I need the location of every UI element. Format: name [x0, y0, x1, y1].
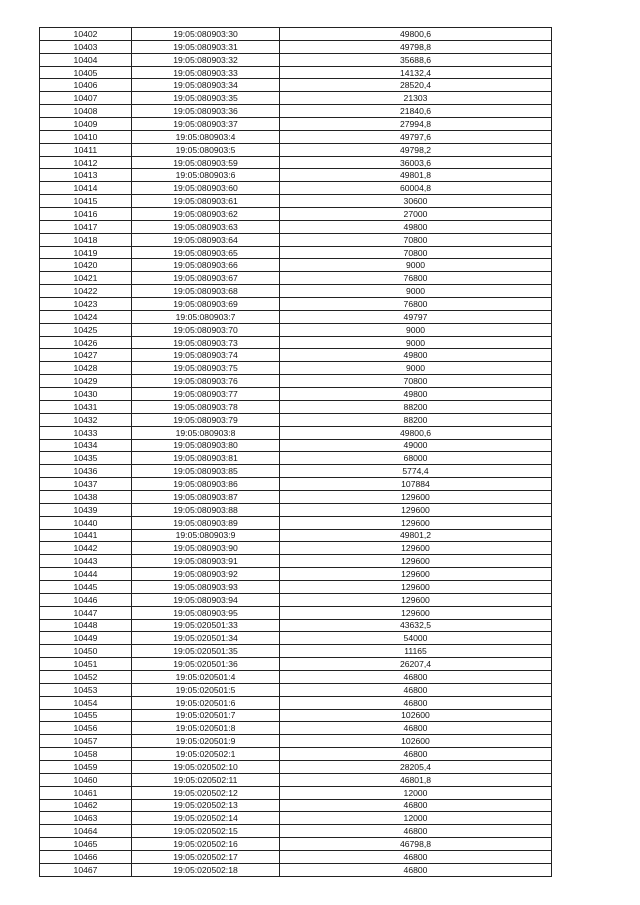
value-cell: 46800 — [280, 670, 552, 683]
cadastral-number-cell: 19:05:080903:62 — [132, 208, 280, 221]
value-cell: 46800 — [280, 851, 552, 864]
value-cell: 70800 — [280, 233, 552, 246]
row-number-cell: 10442 — [40, 542, 132, 555]
table-row — [40, 786, 552, 799]
cadastral-number-cell: 19:05:080903:7 — [132, 310, 280, 323]
cadastral-number-cell: 19:05:080903:95 — [132, 606, 280, 619]
table-row — [40, 426, 552, 439]
cadastral-number-cell: 19:05:020502:18 — [132, 863, 280, 876]
value-cell: 76800 — [280, 272, 552, 285]
row-number-cell: 10434 — [40, 439, 132, 452]
value-cell: 46800 — [280, 696, 552, 709]
value-cell: 49800,6 — [280, 426, 552, 439]
value-cell: 60004,8 — [280, 182, 552, 195]
row-number-cell: 10408 — [40, 105, 132, 118]
value-cell: 49797 — [280, 310, 552, 323]
cadastral-number-cell: 19:05:020502:13 — [132, 799, 280, 812]
table-row — [40, 722, 552, 735]
value-cell: 49798,2 — [280, 143, 552, 156]
row-number-cell: 10456 — [40, 722, 132, 735]
value-cell: 49801,2 — [280, 529, 552, 542]
table-body — [40, 28, 552, 877]
row-number-cell: 10452 — [40, 670, 132, 683]
cadastral-number-cell: 19:05:080903:31 — [132, 40, 280, 53]
value-cell: 46800 — [280, 863, 552, 876]
value-cell: 107884 — [280, 478, 552, 491]
table-row — [40, 400, 552, 413]
cadastral-number-cell: 19:05:080903:80 — [132, 439, 280, 452]
cadastral-number-cell: 19:05:080903:69 — [132, 298, 280, 311]
table-row — [40, 362, 552, 375]
row-number-cell: 10410 — [40, 130, 132, 143]
table-row — [40, 349, 552, 362]
value-cell: 26207,4 — [280, 658, 552, 671]
cadastral-number-cell: 19:05:020501:34 — [132, 632, 280, 645]
table-row — [40, 465, 552, 478]
table-row — [40, 375, 552, 388]
data-table — [39, 27, 552, 877]
cadastral-number-cell: 19:05:080903:86 — [132, 478, 280, 491]
value-cell: 129600 — [280, 542, 552, 555]
table-row — [40, 220, 552, 233]
row-number-cell: 10409 — [40, 118, 132, 131]
table-row — [40, 529, 552, 542]
table-row — [40, 593, 552, 606]
value-cell: 49800 — [280, 388, 552, 401]
row-number-cell: 10428 — [40, 362, 132, 375]
cadastral-number-cell: 19:05:080903:9 — [132, 529, 280, 542]
row-number-cell: 10461 — [40, 786, 132, 799]
value-cell: 54000 — [280, 632, 552, 645]
row-number-cell: 10432 — [40, 413, 132, 426]
cadastral-number-cell: 19:05:080903:73 — [132, 336, 280, 349]
table-row — [40, 568, 552, 581]
cadastral-number-cell: 19:05:080903:78 — [132, 400, 280, 413]
value-cell: 68000 — [280, 452, 552, 465]
row-number-cell: 10429 — [40, 375, 132, 388]
cadastral-number-cell: 19:05:020501:35 — [132, 645, 280, 658]
table-row — [40, 105, 552, 118]
table-row — [40, 182, 552, 195]
row-number-cell: 10416 — [40, 208, 132, 221]
table-row — [40, 413, 552, 426]
cadastral-number-cell: 19:05:080903:77 — [132, 388, 280, 401]
row-number-cell: 10443 — [40, 555, 132, 568]
value-cell: 129600 — [280, 503, 552, 516]
table-row — [40, 735, 552, 748]
row-number-cell: 10404 — [40, 53, 132, 66]
cadastral-number-cell: 19:05:020502:11 — [132, 773, 280, 786]
row-number-cell: 10454 — [40, 696, 132, 709]
row-number-cell: 10438 — [40, 490, 132, 503]
table-row — [40, 619, 552, 632]
cadastral-number-cell: 19:05:080903:35 — [132, 92, 280, 105]
row-number-cell: 10424 — [40, 310, 132, 323]
value-cell: 14132,4 — [280, 66, 552, 79]
row-number-cell: 10447 — [40, 606, 132, 619]
value-cell: 46800 — [280, 799, 552, 812]
cadastral-number-cell: 19:05:020501:5 — [132, 683, 280, 696]
table-row — [40, 53, 552, 66]
cadastral-number-cell: 19:05:080903:4 — [132, 130, 280, 143]
table-row — [40, 683, 552, 696]
table-row — [40, 323, 552, 336]
row-number-cell: 10407 — [40, 92, 132, 105]
cadastral-number-cell: 19:05:080903:93 — [132, 580, 280, 593]
cadastral-number-cell: 19:05:080903:79 — [132, 413, 280, 426]
value-cell: 46800 — [280, 825, 552, 838]
cadastral-number-cell: 19:05:080903:59 — [132, 156, 280, 169]
row-number-cell: 10405 — [40, 66, 132, 79]
table-row — [40, 195, 552, 208]
row-number-cell: 10402 — [40, 28, 132, 41]
value-cell: 27000 — [280, 208, 552, 221]
row-number-cell: 10466 — [40, 851, 132, 864]
table-row — [40, 156, 552, 169]
cadastral-number-cell: 19:05:020501:9 — [132, 735, 280, 748]
row-number-cell: 10444 — [40, 568, 132, 581]
value-cell: 9000 — [280, 259, 552, 272]
table-row — [40, 40, 552, 53]
table-row — [40, 490, 552, 503]
row-number-cell: 10450 — [40, 645, 132, 658]
cadastral-number-cell: 19:05:080903:89 — [132, 516, 280, 529]
cadastral-number-cell: 19:05:080903:65 — [132, 246, 280, 259]
table-row — [40, 246, 552, 259]
table-row — [40, 863, 552, 876]
row-number-cell: 10418 — [40, 233, 132, 246]
row-number-cell: 10462 — [40, 799, 132, 812]
row-number-cell: 10439 — [40, 503, 132, 516]
table-row — [40, 516, 552, 529]
cadastral-number-cell: 19:05:080903:67 — [132, 272, 280, 285]
value-cell: 46798,8 — [280, 838, 552, 851]
row-number-cell: 10455 — [40, 709, 132, 722]
value-cell: 129600 — [280, 555, 552, 568]
table-row — [40, 310, 552, 323]
table-row — [40, 143, 552, 156]
cadastral-number-cell: 19:05:020502:12 — [132, 786, 280, 799]
table-row — [40, 838, 552, 851]
value-cell: 11165 — [280, 645, 552, 658]
row-number-cell: 10433 — [40, 426, 132, 439]
table-row — [40, 66, 552, 79]
table-row — [40, 606, 552, 619]
value-cell: 21303 — [280, 92, 552, 105]
cadastral-number-cell: 19:05:020502:17 — [132, 851, 280, 864]
cadastral-number-cell: 19:05:080903:92 — [132, 568, 280, 581]
row-number-cell: 10464 — [40, 825, 132, 838]
cadastral-number-cell: 19:05:080903:34 — [132, 79, 280, 92]
table-row — [40, 388, 552, 401]
value-cell: 102600 — [280, 735, 552, 748]
table-row — [40, 670, 552, 683]
cadastral-number-cell: 19:05:080903:94 — [132, 593, 280, 606]
row-number-cell: 10448 — [40, 619, 132, 632]
cadastral-number-cell: 19:05:020501:6 — [132, 696, 280, 709]
table-row — [40, 28, 552, 41]
value-cell: 49800 — [280, 220, 552, 233]
table-row — [40, 542, 552, 555]
table-row — [40, 285, 552, 298]
value-cell: 27994,8 — [280, 118, 552, 131]
value-cell: 49801,8 — [280, 169, 552, 182]
cadastral-number-cell: 19:05:020501:8 — [132, 722, 280, 735]
cadastral-number-cell: 19:05:020502:14 — [132, 812, 280, 825]
table-row — [40, 696, 552, 709]
value-cell: 49800,6 — [280, 28, 552, 41]
cadastral-number-cell: 19:05:080903:70 — [132, 323, 280, 336]
row-number-cell: 10412 — [40, 156, 132, 169]
value-cell: 21840,6 — [280, 105, 552, 118]
value-cell: 129600 — [280, 568, 552, 581]
row-number-cell: 10451 — [40, 658, 132, 671]
row-number-cell: 10430 — [40, 388, 132, 401]
row-number-cell: 10415 — [40, 195, 132, 208]
cadastral-number-cell: 19:05:080903:33 — [132, 66, 280, 79]
row-number-cell: 10423 — [40, 298, 132, 311]
cadastral-number-cell: 19:05:080903:6 — [132, 169, 280, 182]
table-row — [40, 748, 552, 761]
value-cell: 9000 — [280, 336, 552, 349]
table-row — [40, 478, 552, 491]
cadastral-number-cell: 19:05:020501:7 — [132, 709, 280, 722]
value-cell: 46800 — [280, 748, 552, 761]
cadastral-number-cell: 19:05:020502:1 — [132, 748, 280, 761]
row-number-cell: 10445 — [40, 580, 132, 593]
value-cell: 70800 — [280, 375, 552, 388]
table-row — [40, 259, 552, 272]
table-row — [40, 580, 552, 593]
row-number-cell: 10446 — [40, 593, 132, 606]
value-cell: 5774,4 — [280, 465, 552, 478]
row-number-cell: 10417 — [40, 220, 132, 233]
table-row — [40, 208, 552, 221]
row-number-cell: 10427 — [40, 349, 132, 362]
cadastral-number-cell: 19:05:080903:30 — [132, 28, 280, 41]
value-cell: 12000 — [280, 812, 552, 825]
table-row — [40, 658, 552, 671]
cadastral-number-cell: 19:05:080903:91 — [132, 555, 280, 568]
table-row — [40, 92, 552, 105]
cadastral-number-cell: 19:05:020502:16 — [132, 838, 280, 851]
row-number-cell: 10425 — [40, 323, 132, 336]
value-cell: 30600 — [280, 195, 552, 208]
cadastral-number-cell: 19:05:080903:81 — [132, 452, 280, 465]
value-cell: 46801,8 — [280, 773, 552, 786]
row-number-cell: 10422 — [40, 285, 132, 298]
cadastral-number-cell: 19:05:080903:90 — [132, 542, 280, 555]
table-row — [40, 118, 552, 131]
cadastral-number-cell: 19:05:080903:68 — [132, 285, 280, 298]
cadastral-number-cell: 19:05:080903:76 — [132, 375, 280, 388]
value-cell: 9000 — [280, 362, 552, 375]
table-row — [40, 233, 552, 246]
value-cell: 76800 — [280, 298, 552, 311]
row-number-cell: 10440 — [40, 516, 132, 529]
table-row — [40, 169, 552, 182]
cadastral-number-cell: 19:05:020501:4 — [132, 670, 280, 683]
table-row — [40, 773, 552, 786]
cadastral-number-cell: 19:05:080903:75 — [132, 362, 280, 375]
table-row — [40, 79, 552, 92]
value-cell: 129600 — [280, 490, 552, 503]
table-row — [40, 298, 552, 311]
table-row — [40, 799, 552, 812]
table-row — [40, 555, 552, 568]
row-number-cell: 10406 — [40, 79, 132, 92]
row-number-cell: 10467 — [40, 863, 132, 876]
row-number-cell: 10457 — [40, 735, 132, 748]
row-number-cell: 10421 — [40, 272, 132, 285]
cadastral-number-cell: 19:05:080903:8 — [132, 426, 280, 439]
cadastral-number-cell: 19:05:020501:36 — [132, 658, 280, 671]
cadastral-number-cell: 19:05:080903:5 — [132, 143, 280, 156]
row-number-cell: 10420 — [40, 259, 132, 272]
row-number-cell: 10460 — [40, 773, 132, 786]
row-number-cell: 10459 — [40, 760, 132, 773]
value-cell: 88200 — [280, 400, 552, 413]
table-row — [40, 812, 552, 825]
cadastral-number-cell: 19:05:080903:64 — [132, 233, 280, 246]
value-cell: 28205,4 — [280, 760, 552, 773]
value-cell: 9000 — [280, 285, 552, 298]
row-number-cell: 10403 — [40, 40, 132, 53]
value-cell: 88200 — [280, 413, 552, 426]
row-number-cell: 10458 — [40, 748, 132, 761]
value-cell: 49798,8 — [280, 40, 552, 53]
value-cell: 129600 — [280, 580, 552, 593]
row-number-cell: 10449 — [40, 632, 132, 645]
value-cell: 46800 — [280, 722, 552, 735]
value-cell: 9000 — [280, 323, 552, 336]
row-number-cell: 10463 — [40, 812, 132, 825]
value-cell: 49797,6 — [280, 130, 552, 143]
cadastral-number-cell: 19:05:080903:37 — [132, 118, 280, 131]
value-cell: 129600 — [280, 516, 552, 529]
cadastral-number-cell: 19:05:080903:63 — [132, 220, 280, 233]
table-row — [40, 851, 552, 864]
row-number-cell: 10435 — [40, 452, 132, 465]
table-row — [40, 272, 552, 285]
value-cell: 43632,5 — [280, 619, 552, 632]
row-number-cell: 10453 — [40, 683, 132, 696]
value-cell: 129600 — [280, 593, 552, 606]
row-number-cell: 10437 — [40, 478, 132, 491]
row-number-cell: 10411 — [40, 143, 132, 156]
row-number-cell: 10465 — [40, 838, 132, 851]
value-cell: 28520,4 — [280, 79, 552, 92]
cadastral-number-cell: 19:05:080903:87 — [132, 490, 280, 503]
value-cell: 70800 — [280, 246, 552, 259]
cadastral-number-cell: 19:05:020502:10 — [132, 760, 280, 773]
value-cell: 49800 — [280, 349, 552, 362]
value-cell: 12000 — [280, 786, 552, 799]
row-number-cell: 10436 — [40, 465, 132, 478]
cadastral-number-cell: 19:05:080903:32 — [132, 53, 280, 66]
table-row — [40, 336, 552, 349]
table-row — [40, 632, 552, 645]
cadastral-number-cell: 19:05:080903:66 — [132, 259, 280, 272]
cadastral-number-cell: 19:05:080903:61 — [132, 195, 280, 208]
value-cell: 49000 — [280, 439, 552, 452]
row-number-cell: 10414 — [40, 182, 132, 195]
row-number-cell: 10426 — [40, 336, 132, 349]
row-number-cell: 10413 — [40, 169, 132, 182]
table-row — [40, 439, 552, 452]
value-cell: 46800 — [280, 683, 552, 696]
table-row — [40, 760, 552, 773]
table-row — [40, 452, 552, 465]
row-number-cell: 10441 — [40, 529, 132, 542]
value-cell: 102600 — [280, 709, 552, 722]
value-cell: 129600 — [280, 606, 552, 619]
table-row — [40, 130, 552, 143]
cadastral-number-cell: 19:05:080903:85 — [132, 465, 280, 478]
table-row — [40, 503, 552, 516]
value-cell: 35688,6 — [280, 53, 552, 66]
value-cell: 36003,6 — [280, 156, 552, 169]
cadastral-number-cell: 19:05:080903:74 — [132, 349, 280, 362]
row-number-cell: 10431 — [40, 400, 132, 413]
cadastral-number-cell: 19:05:080903:36 — [132, 105, 280, 118]
cadastral-number-cell: 19:05:080903:60 — [132, 182, 280, 195]
cadastral-number-cell: 19:05:020501:33 — [132, 619, 280, 632]
cadastral-number-cell: 19:05:080903:88 — [132, 503, 280, 516]
table-row — [40, 645, 552, 658]
table-row — [40, 709, 552, 722]
row-number-cell: 10419 — [40, 246, 132, 259]
table-row — [40, 825, 552, 838]
cadastral-number-cell: 19:05:020502:15 — [132, 825, 280, 838]
